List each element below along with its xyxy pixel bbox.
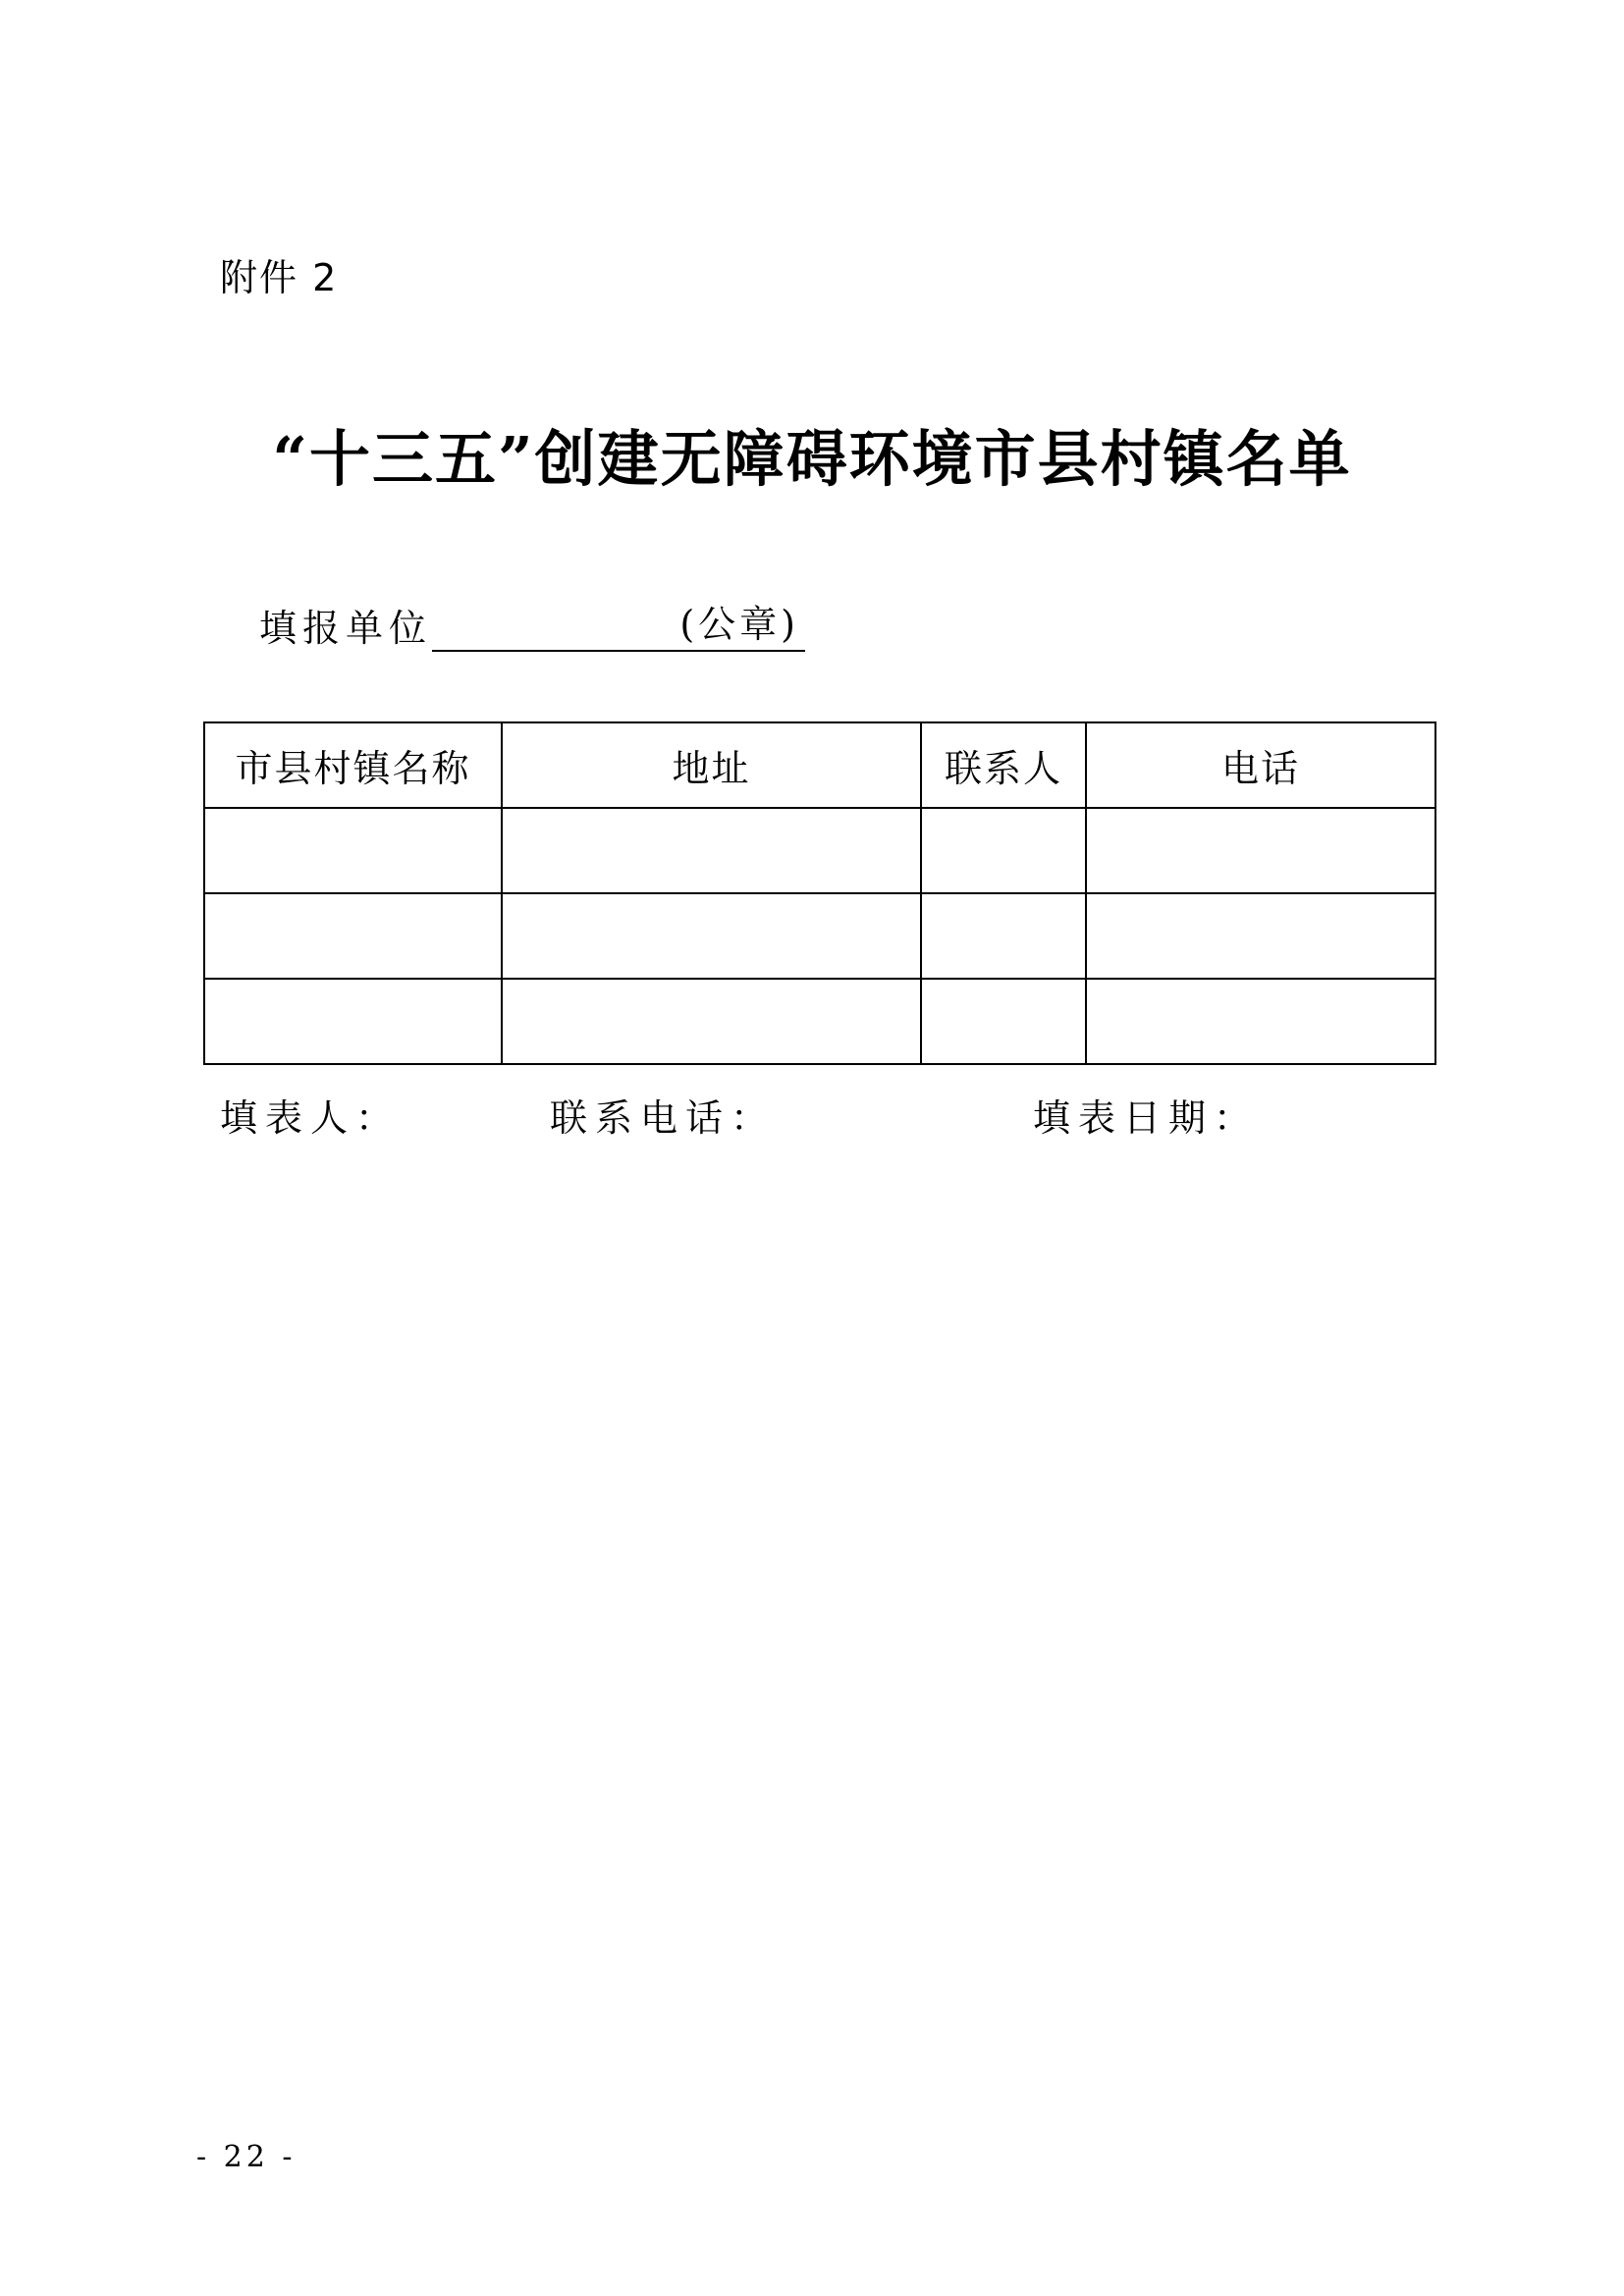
table-header-row <box>204 722 1435 808</box>
header-name: 市县村镇名称 <box>204 722 502 808</box>
cell-phone[interactable] <box>1086 893 1435 979</box>
cell-address[interactable] <box>502 808 921 893</box>
cell-name[interactable] <box>204 808 502 893</box>
contact-phone-label: 联系电话： <box>550 1096 777 1140</box>
seal-note: (公章) <box>679 603 800 646</box>
cell-phone[interactable] <box>1086 979 1435 1064</box>
cell-contact[interactable] <box>921 979 1086 1064</box>
page-number: - 22 - <box>196 2140 297 2174</box>
filler-label: 填表人： <box>220 1096 402 1140</box>
header-phone: 电话 <box>1086 722 1435 808</box>
cell-address[interactable] <box>502 893 921 979</box>
reporting-unit-field[interactable] <box>432 605 805 652</box>
cell-contact[interactable] <box>921 808 1086 893</box>
cell-contact[interactable] <box>921 893 1086 979</box>
attachment-label: 附件 2 <box>220 256 339 299</box>
table-row <box>204 893 1435 979</box>
cell-address[interactable] <box>502 979 921 1064</box>
fill-date-label: 填表日期： <box>1033 1096 1260 1140</box>
cell-phone[interactable] <box>1086 808 1435 893</box>
table-row <box>204 808 1435 893</box>
reporting-unit-line <box>259 601 805 652</box>
table-row <box>204 979 1435 1064</box>
village-town-list-table <box>203 721 1436 1065</box>
header-contact: 联系人 <box>921 722 1086 808</box>
reporting-unit-label: 填报单位 <box>259 607 433 650</box>
cell-name[interactable] <box>204 979 502 1064</box>
cell-name[interactable] <box>204 893 502 979</box>
page-title: “十三五”创建无障碍环境市县村镇名单 <box>272 423 1352 495</box>
header-address: 地址 <box>502 722 921 808</box>
